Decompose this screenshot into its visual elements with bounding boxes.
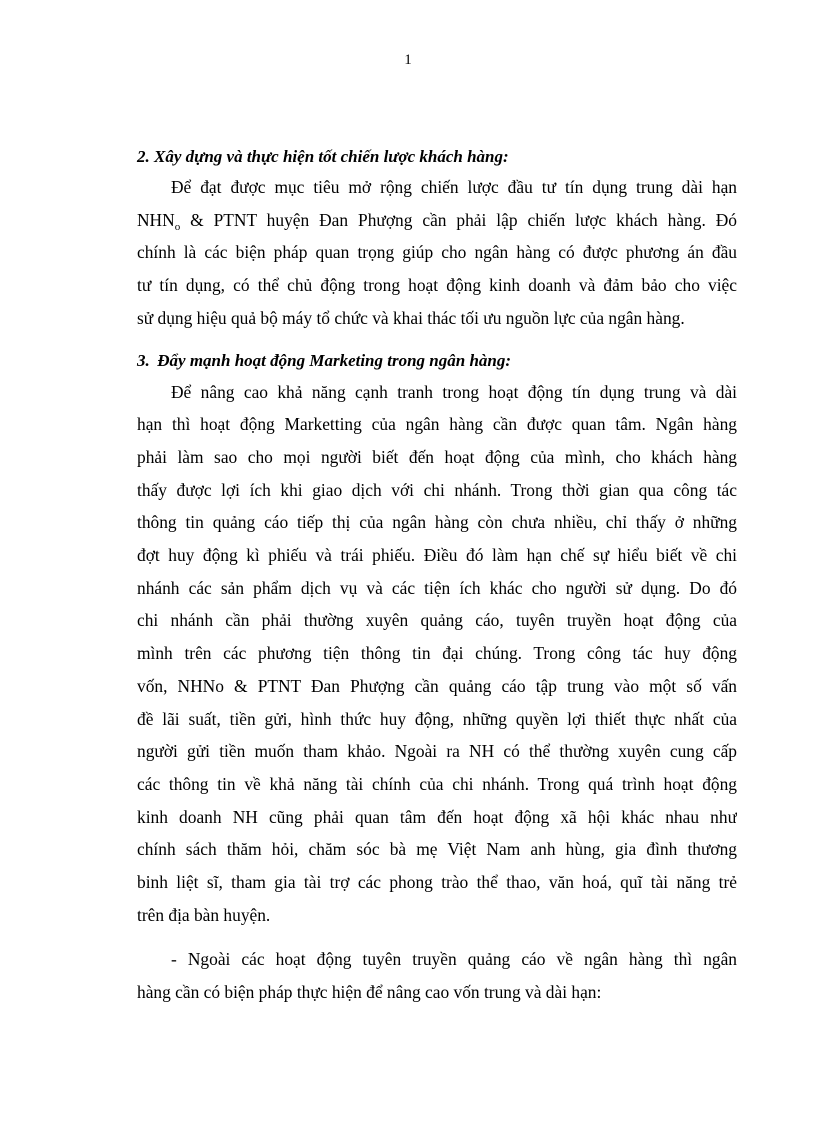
- paragraph-line: hàng cần có biện pháp thực hiện để nâng cao vốn trung và dài hạn:: [137, 982, 602, 1003]
- extra-paragraph: [137, 943, 737, 1008]
- section-2-heading: 2. Xây dựng và thực hiện tốt chiến lược khách hàng:: [137, 147, 509, 166]
- paragraph-line: Để đạt được mục tiêu mở rộng chiến lược đầu tư tín dụng trung dài hạn: [171, 177, 737, 197]
- paragraph-line: thấy được lợi ích khi giao dịch với chi nhánh. Trong thời gian qua công tác: [137, 479, 737, 500]
- paragraph-line: các thông tin về khả năng tài chính của chi nhánh. Trong quá trình hoạt động: [137, 773, 737, 794]
- section-3-heading: [137, 350, 737, 372]
- page-number: 1: [404, 52, 412, 68]
- section-2-paragraph: [137, 171, 737, 335]
- paragraph-line: trên địa bàn huyện.: [137, 904, 271, 925]
- paragraph-line: đề lãi suất, tiền gửi, hình thức huy động, những quyền lợi thiết thực nhất của: [137, 708, 737, 729]
- paragraph-line: đợt huy động kì phiếu và trái phiếu. Điều đó làm hạn chế sự hiểu biết về chi: [137, 545, 737, 566]
- paragraph-line: [137, 204, 737, 237]
- nhn-abbreviation: NHN: [137, 209, 175, 230]
- paragraph-line: hạn thì hoạt động Marketting của ngân hàng cần được quan tâm. Ngân hàng: [137, 414, 737, 435]
- paragraph-line: mình trên các phương tiện thông tin đại chúng. Trong công tác huy động: [137, 643, 737, 664]
- paragraph-line: vốn, NHNo & PTNT Đan Phượng cần quảng cáo tập trung vào một số vấn: [137, 675, 737, 696]
- paragraph-line: chính là các biện pháp quan trọng giúp cho ngân hàng có được phương án đầu: [137, 242, 737, 263]
- paragraph-line: Để nâng cao khả năng cạnh tranh trong hoạt động tín dụng trung và dài: [171, 381, 737, 402]
- paragraph-line: thông tin quảng cáo tiếp thị của ngân hàng còn chưa nhiều, chỉ thấy ở những: [137, 512, 737, 533]
- section-3-paragraph: [137, 376, 737, 932]
- paragraph-line-text: & PTNT huyện Đan Phượng cần phải lập chiến lược khách hàng. Đó: [190, 209, 737, 230]
- paragraph-line: nhánh các sản phẩm dịch vụ và các tiện ích khác cho người sử dụng. Do đó: [137, 577, 737, 598]
- paragraph-line: người gửi tiền muốn tham khảo. Ngoài ra NH có thể thường xuyên cung cấp: [137, 741, 737, 762]
- paragraph-line: chi nhánh cần phải thường xuyên quảng cáo, tuyên truyền hoạt động của: [137, 610, 737, 631]
- paragraph-line: tư tín dụng, có thể chủ động trong hoạt động kinh doanh và đảm bảo cho việc: [137, 275, 737, 296]
- document-body: [137, 146, 737, 1009]
- paragraph-line: binh liệt sĩ, tham gia tài trợ các phong trào thể thao, văn hoá, quĩ tài năng trẻ: [137, 872, 737, 893]
- section-3-title: Đẩy mạnh hoạt động Marketing trong ngân hàng:: [157, 350, 512, 370]
- paragraph-line: phải làm sao cho mọi người biết đến hoạt động của mình, cho khách hàng: [137, 446, 737, 467]
- paragraph-line: - Ngoài các hoạt động tuyên truyền quảng cáo về ngân hàng thì ngân: [171, 949, 737, 970]
- nhn-subscript: o: [174, 220, 181, 233]
- section-3-number: 3.: [137, 350, 150, 370]
- paragraph-line: sử dụng hiệu quả bộ máy tổ chức và khai thác tối ưu nguồn lực của ngân hàng.: [137, 307, 685, 328]
- paragraph-line: kinh doanh NH cũng phải quan tâm đến hoạt động xã hội khác nhau như: [137, 806, 737, 827]
- paragraph-line: chính sách thăm hỏi, chăm sóc bà mẹ Việt Nam anh hùng, gia đình thương: [137, 839, 737, 860]
